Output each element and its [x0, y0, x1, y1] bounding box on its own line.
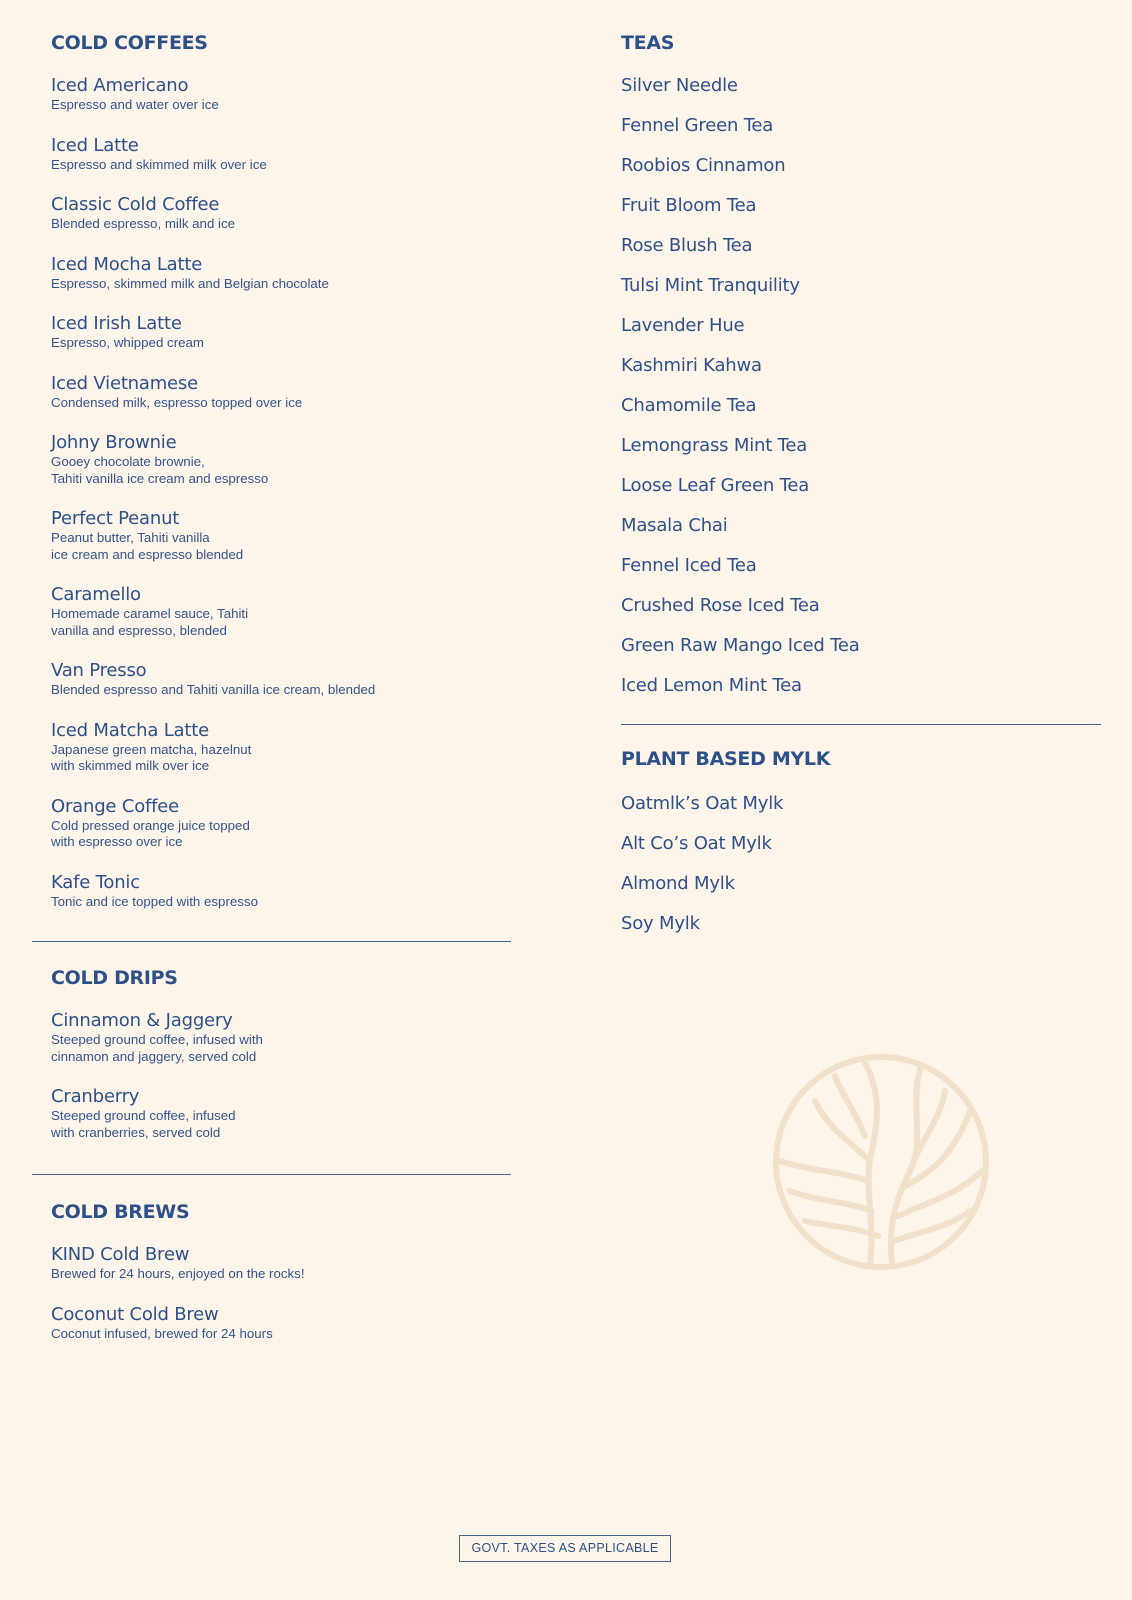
- section-plant-based-mylk: [621, 747, 1091, 952]
- menu-list: [621, 792, 1091, 952]
- item-name: Iced Vietnamese: [51, 372, 198, 394]
- item-description: Condensed milk, espresso topped over ice: [51, 394, 303, 410]
- divider: [621, 724, 1101, 725]
- menu-item: [51, 583, 491, 639]
- menu-item: [51, 312, 491, 352]
- item-name: Iced Americano: [51, 75, 189, 96]
- item-name: Cinnamon & Jaggery: [51, 1010, 233, 1031]
- item-name: Cranberry: [51, 1086, 140, 1107]
- menu-item: Chamomile Tea: [621, 395, 757, 416]
- item-name: Johny Brownie: [51, 432, 177, 453]
- item-description: Espresso and skimmed milk over ice: [51, 156, 267, 172]
- menu-item: [51, 253, 491, 293]
- item-name: Kafe Tonic: [51, 871, 140, 893]
- menu-item: [51, 431, 491, 487]
- section-heading: COLD BREWS: [51, 1201, 190, 1223]
- item-name: Classic Cold Coffee: [51, 194, 220, 215]
- menu-item: [51, 795, 491, 851]
- menu-item: Tulsi Mint Tranquility: [621, 275, 800, 296]
- section-teas: [621, 31, 1091, 714]
- item-description: Steeped ground coffee, infused with cranberries, served cold: [51, 1108, 236, 1140]
- menu-item: Soy Mylk: [621, 913, 700, 934]
- item-name: Perfect Peanut: [51, 508, 180, 529]
- item-name: Orange Coffee: [51, 795, 180, 817]
- tree-logo-watermark-icon: [770, 1051, 992, 1273]
- menu-item: [51, 1085, 491, 1141]
- menu-item: [51, 372, 491, 412]
- menu-item: [51, 193, 491, 233]
- menu-item: Kashmiri Kahwa: [621, 355, 762, 376]
- item-description: Tonic and ice topped with espresso: [51, 893, 258, 909]
- item-description: Homemade caramel sauce, Tahiti vanilla and espresso, blended: [51, 606, 249, 638]
- menu-list: [621, 74, 1091, 714]
- taxes-note: GOVT. TAXES AS APPLICABLE: [459, 1535, 671, 1562]
- section-heading: PLANT BASED MYLK: [621, 748, 831, 770]
- menu-item: Green Raw Mango Iced Tea: [621, 635, 860, 656]
- item-description: Blended espresso and Tahiti vanilla ice cream, blended: [51, 682, 376, 697]
- menu-item: Fennel Green Tea: [621, 115, 774, 136]
- menu-item: Masala Chai: [621, 515, 728, 536]
- item-description: Blended espresso, milk and ice: [51, 216, 236, 231]
- section-cold-drips: [51, 966, 491, 1161]
- item-name: Coconut Cold Brew: [51, 1303, 219, 1325]
- item-name: Caramello: [51, 584, 141, 605]
- menu-item: Almond Mylk: [621, 873, 735, 894]
- menu-item: [51, 1243, 491, 1283]
- menu-item: Lemongrass Mint Tea: [621, 435, 808, 456]
- section-heading: TEAS: [621, 32, 675, 54]
- section-cold-coffees: [51, 31, 491, 930]
- menu-list: [51, 74, 491, 910]
- menu-item: Silver Needle: [621, 75, 738, 96]
- item-description: Brewed for 24 hours, enjoyed on the rocks!: [51, 1266, 305, 1281]
- item-description: Peanut butter, Tahiti vanilla ice cream and espresso blended: [51, 530, 244, 562]
- menu-item: [51, 871, 491, 911]
- menu-item: Roobios Cinnamon: [621, 155, 786, 176]
- menu-item: [51, 507, 491, 563]
- section-cold-brews: [51, 1200, 491, 1362]
- item-name: Iced Matcha Latte: [51, 719, 209, 741]
- menu-item: Loose Leaf Green Tea: [621, 475, 810, 496]
- menu-item: Oatmlk’s Oat Mylk: [621, 793, 784, 814]
- item-description: Coconut infused, brewed for 24 hours: [51, 1325, 273, 1341]
- menu-item: [51, 1009, 491, 1065]
- item-description: Espresso, whipped cream: [51, 335, 204, 350]
- menu-item: Alt Co’s Oat Mylk: [621, 833, 772, 854]
- item-description: Espresso and water over ice: [51, 97, 219, 112]
- menu-list: [51, 1243, 491, 1342]
- menu-item: Crushed Rose Iced Tea: [621, 595, 820, 616]
- item-name: Iced Mocha Latte: [51, 253, 203, 275]
- item-name: Iced Irish Latte: [51, 313, 182, 334]
- item-name: Van Presso: [51, 660, 147, 681]
- menu-item: [51, 719, 491, 775]
- menu-item: Fennel Iced Tea: [621, 555, 757, 576]
- item-description: Japanese green matcha, hazelnut with skimmed milk over ice: [51, 741, 252, 773]
- section-heading: COLD DRIPS: [51, 967, 178, 989]
- item-description: Espresso, skimmed milk and Belgian chocolate: [51, 275, 329, 291]
- item-description: Cold pressed orange juice topped with espresso over ice: [51, 817, 250, 849]
- item-description: Gooey chocolate brownie, Tahiti vanilla ice cream and espresso: [51, 454, 269, 486]
- item-name: Iced Latte: [51, 134, 139, 156]
- menu-item: Lavender Hue: [621, 315, 745, 336]
- divider: [32, 941, 511, 942]
- item-description: Steeped ground coffee, infused with cinnamon and jaggery, served cold: [51, 1032, 263, 1064]
- section-heading: COLD COFFEES: [51, 32, 208, 54]
- menu-item: Fruit Bloom Tea: [621, 195, 757, 216]
- menu-list: [51, 1009, 491, 1141]
- divider: [32, 1174, 511, 1175]
- menu-item: Rose Blush Tea: [621, 235, 753, 256]
- menu-item: [51, 1303, 491, 1343]
- item-name: KIND Cold Brew: [51, 1244, 190, 1265]
- menu-item: [51, 134, 491, 174]
- menu-item: Iced Lemon Mint Tea: [621, 675, 802, 696]
- menu-item: [51, 74, 491, 114]
- menu-item: [51, 659, 491, 699]
